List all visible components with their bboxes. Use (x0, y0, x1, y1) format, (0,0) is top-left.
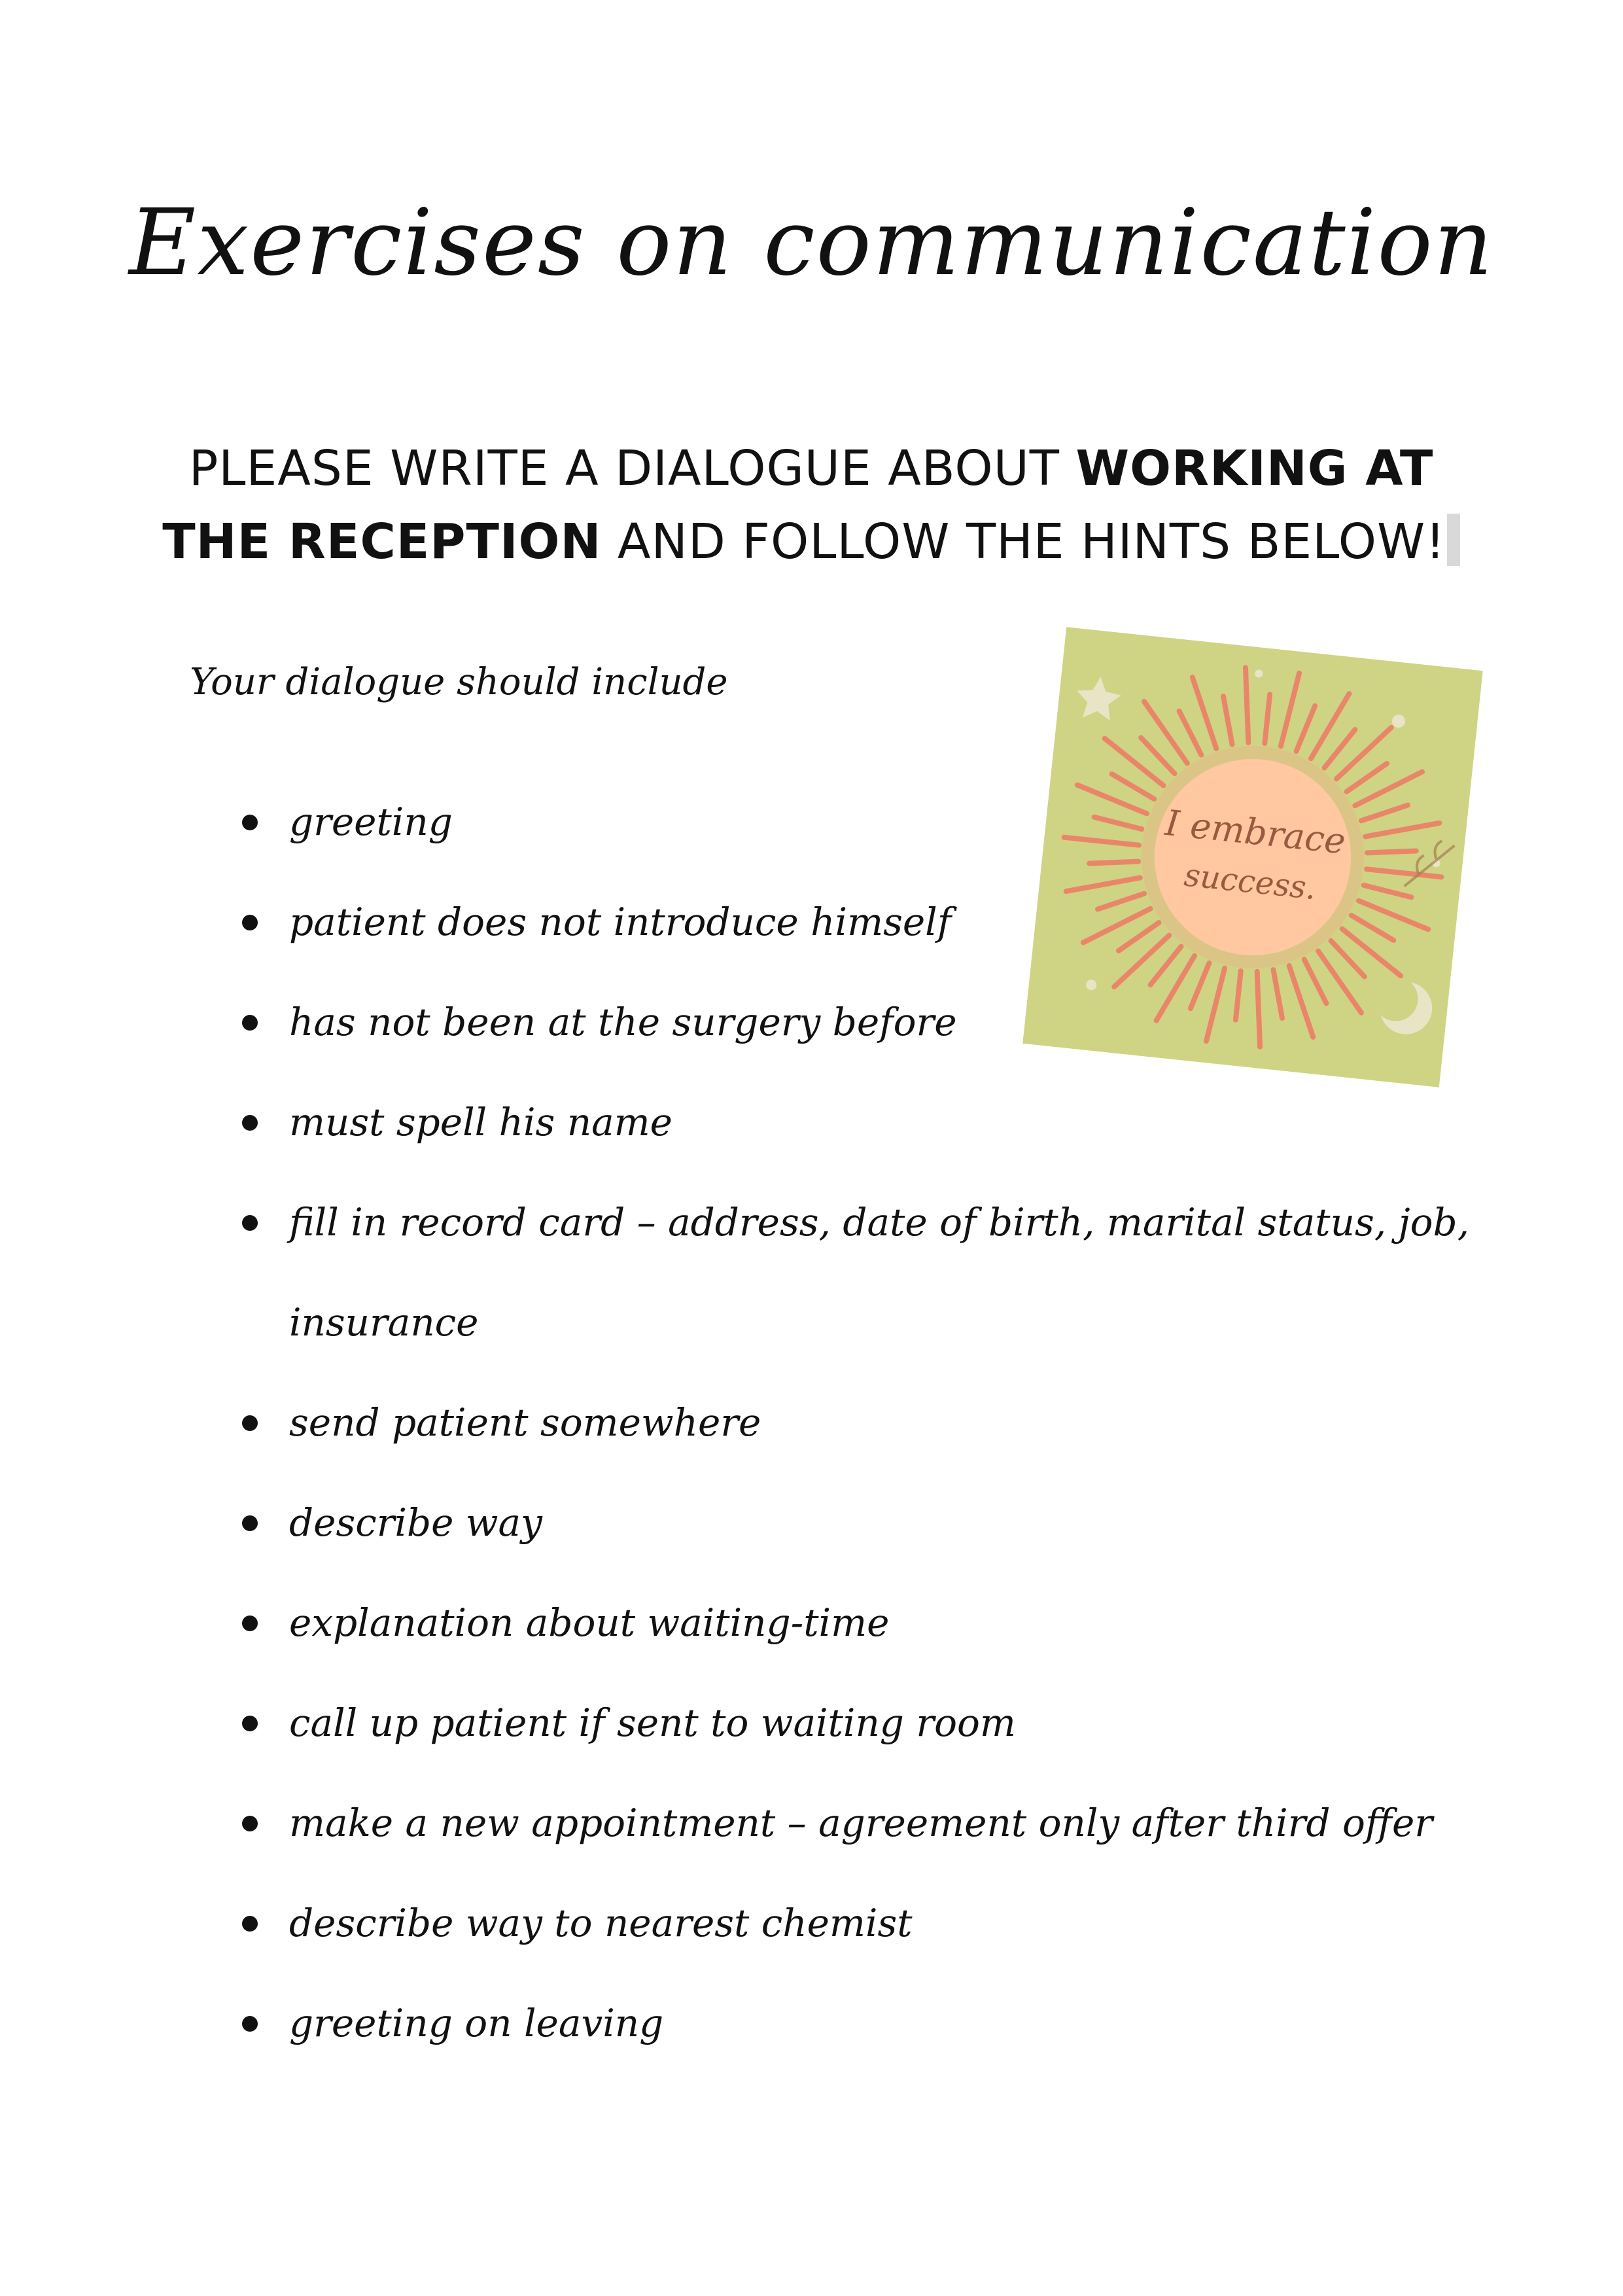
list-item (236, 1573, 1478, 1673)
affirmation-line-2: success. (1182, 857, 1318, 908)
bullet-icon (242, 1716, 258, 1731)
bullet-icon (242, 1115, 258, 1131)
heading-topic: WORKING AT THE RECEPTION (162, 440, 1434, 570)
list-item-continuation (236, 1273, 1478, 1373)
affirmation-text (1022, 627, 1482, 1087)
hint-text: send patient somewhere (289, 1400, 761, 1445)
text-cursor (1447, 514, 1460, 566)
affirmation-line-1: I embrace (1163, 802, 1348, 862)
affirmation-card (1022, 627, 1482, 1087)
list-item (236, 1173, 1478, 1273)
list-item (236, 1473, 1478, 1573)
list-item (236, 1973, 1478, 2074)
hint-text: has not been at the surgery before (289, 1000, 957, 1044)
bullet-icon (242, 1015, 258, 1031)
bullet-icon (242, 1816, 258, 1831)
bullet-icon (242, 915, 258, 930)
hint-text: greeting (289, 800, 453, 844)
bullet-icon (242, 1415, 258, 1431)
list-item (236, 1773, 1478, 1873)
list-item (236, 1072, 1478, 1173)
bullet-icon (242, 1916, 258, 1932)
list-item (236, 1673, 1478, 1773)
bullet-icon (242, 815, 258, 830)
hint-text: describe way (289, 1500, 542, 1545)
hint-text: greeting on leaving (289, 2001, 664, 2045)
hint-text: must spell his name (289, 1100, 672, 1144)
page-title: Exercises on communication (129, 190, 1494, 296)
intro-text: Your dialogue should include (190, 661, 728, 703)
bullet-icon (242, 1215, 258, 1231)
list-item (236, 1373, 1478, 1473)
hint-text: explanation about waiting-time (289, 1600, 890, 1645)
bullet-icon (242, 2016, 258, 2032)
list-item (236, 1873, 1478, 1973)
hint-text: insurance (289, 1300, 479, 1345)
heading-part-3: AND FOLLOW THE HINTS BELOW! (601, 514, 1446, 570)
bullet-icon (242, 1515, 258, 1531)
hint-text: patient does not introduce himself (289, 900, 952, 944)
bullet-icon (242, 1616, 258, 1631)
hint-text: fill in record card – address, date of birth, marital status, job, (289, 1200, 1470, 1245)
hint-text: make a new appointment – agreement only after third offer (289, 1801, 1433, 1845)
hint-text: call up patient if sent to waiting room (289, 1701, 1016, 1745)
task-heading (131, 432, 1492, 578)
heading-part-1: PLEASE WRITE A DIALOGUE ABOUT (188, 440, 1076, 497)
hint-text: describe way to nearest chemist (289, 1901, 913, 1945)
